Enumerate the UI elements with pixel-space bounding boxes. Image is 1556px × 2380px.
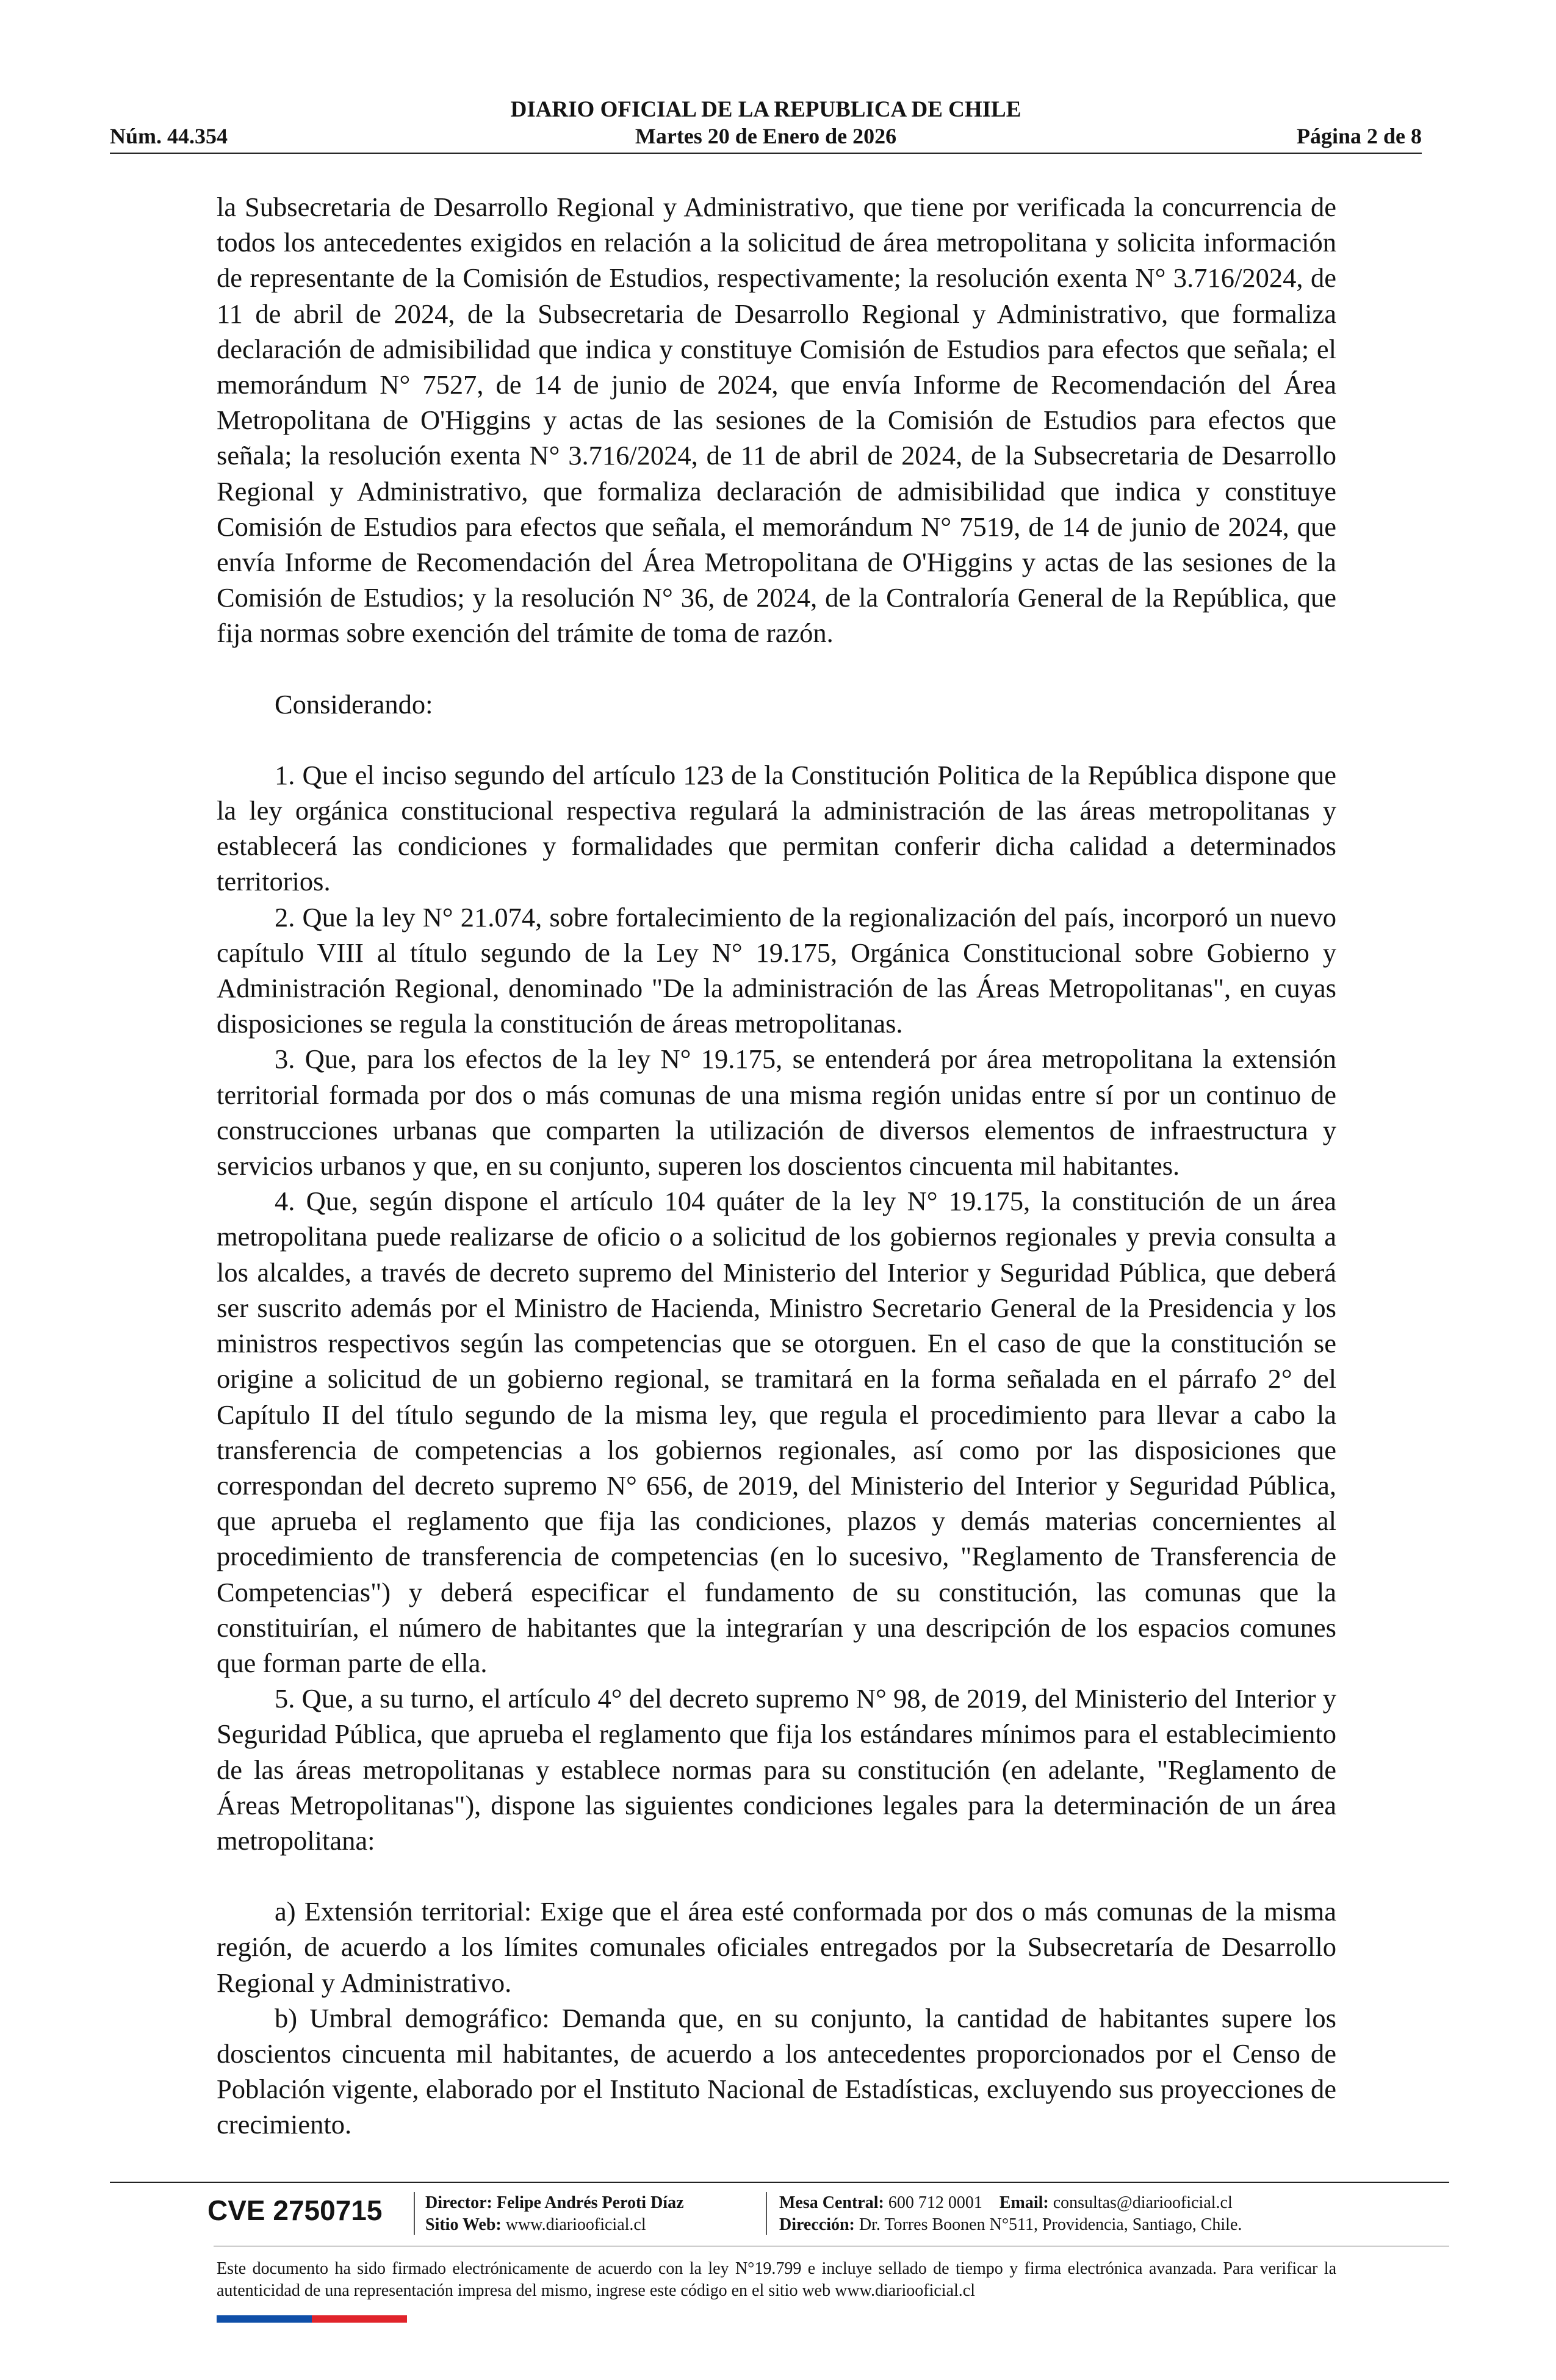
condition-a: a) Extensión territorial: Exige que el área esté conformada por dos o más comunas de la misma región, de acuerdo a los límites comunales oficiales entregados por la Subsecretaría de Desarrollo Regional y Administrativo.	[217, 1896, 1336, 1998]
footer-contact-block	[779, 2192, 1242, 2236]
email-link[interactable]: consultas@diariooficial.cl	[1053, 2193, 1233, 2212]
director-name: Felipe Andrés Peroti Díaz	[496, 2193, 684, 2212]
page-indicator: Página 2 de 8	[1296, 124, 1422, 148]
footer-separator	[766, 2192, 767, 2235]
paragraph-vistos-continuation: la Subsecretaria de Desarrollo Regional y Administrativo, que tiene por verificada la concurrencia de todos los antecedentes exigidos en relación a la solicitud de área metropolitana y solicita información de representante de la Comisión de Estudios, respectivamente; la resolución exenta N° 3.716/2024, de 11 de abril de 2024, de la Subsecretaria de Desarrollo Regional y Administrativo, que formaliza declaración de admisibilidad que indica y constituye Comisión de Estudios para efectos que señala; el memorándum N° 7527, de 14 de junio de 2024, que envía Informe de Recomendación del Área Metropolitana de O'Higgins y actas de las sesiones de la Comisión de Estudios para efectos que señala; la resolución exenta N° 3.716/2024, de 11 de abril de 2024, de la Subsecretaria de Desarrollo Regional y Administrativo, que formaliza declaración de admisibilidad que indica y constituye Comisión de Estudios para efectos que señala, el memorándum N° 7519, de 14 de junio de 2024, que envía Informe de Recomendación del Área Metropolitana de O'Higgins y actas de las sesiones de la Comisión de Estudios; y la resolución N° 36, de 2024, de la Contraloría General de la República, que fija normas sobre exención del trámite de toma de razón.	[217, 192, 1336, 649]
footer-divider	[110, 2182, 1449, 2183]
page-header	[110, 92, 1422, 153]
considerando-1: 1. Que el inciso segundo del artículo 123 de la Constitución Politica de la República dispone que la ley orgánica constitucional respectiva regulará la administración de las áreas metropolitanas y establecerá las condiciones y formalidades que permitan conferir dicha calidad a determinados territorios.	[217, 759, 1336, 897]
director-label: Director:	[425, 2193, 492, 2212]
mesa-phone: 600 712 0001	[888, 2193, 982, 2212]
legal-notice: Este documento ha sido firmado electrónicamente de acuerdo con la ley N°19.799 e incluye sellado de tiempo y firma electrónica avanzada. Para verificar la autenticidad de una representación impresa del mismo, ingrese este código en el sitio web www.diariooficial.cl	[217, 2259, 1336, 2300]
address-label: Dirección:	[779, 2215, 855, 2234]
mesa-label: Mesa Central:	[779, 2193, 884, 2212]
flag-red-segment	[312, 2315, 407, 2323]
newspaper-title: DIARIO OFICIAL DE LA REPUBLICA DE CHILE	[510, 97, 1021, 122]
condition-b: b) Umbral demográfico: Demanda que, en su conjunto, la cantidad de habitantes supere los doscientos cincuenta mil habitantes, de acuerdo a los antecedentes proporcionados por el Censo de Población vigente, elaborado por el Instituto Nacional de Estadísticas, excluyendo sus proyecciones de crecimiento.	[217, 2002, 1336, 2140]
considerando-2: 2. Que la ley N° 21.074, sobre fortalecimiento de la regionalización del país, incorporó un nuevo capítulo VIII al título segundo de la Ley N° 19.175, Orgánica Constitucional sobre Gobierno y Administración Regional, denominado "De la administración de las Áreas Metropolitanas", en cuyas disposiciones se regula la constitución de áreas metropolitanas.	[217, 901, 1336, 1039]
website-link[interactable]: www.diariooficial.cl	[505, 2215, 646, 2234]
considerando-3: 3. Que, para los efectos de la ley N° 19.175, se entenderá por área metropolitana la extensión territorial formada por dos o más comunas de una misma región unidas entre sí por un continuo de construcciones urbanas que comparten la utilización de diversos elementos de infraestructura y servicios urbanos y que, en su conjunto, superen los doscientos cincuenta mil habitantes.	[217, 1044, 1336, 1181]
email-label: Email:	[999, 2193, 1049, 2212]
chile-flag-stripe	[217, 2315, 407, 2323]
considerando-heading: Considerando:	[275, 688, 433, 719]
considerando-4: 4. Que, según dispone el artículo 104 quáter de la ley N° 19.175, la constitución de un área metropolitana puede realizarse de oficio o a solicitud de los gobiernos regionales y previa consulta a los alcaldes, a través de decreto supremo del Ministerio del Interior y Seguridad Pública, que deberá ser suscrito además por el Ministro de Hacienda, Ministro Secretario General de la Presidencia y los ministros respectivos según las competencias que se otorguen. En el caso de que la constitución se origine a solicitud de un gobierno regional, se tramitará en la forma señalada en el párrafo 2° del Capítulo II del título segundo de la misma ley, que regula el procedimiento para llevar a cabo la transferencia de competencias a los gobiernos regionales, así como por las disposiciones que correspondan del decreto supremo N° 656, de 2019, del Ministerio del Interior y Seguridad Pública, que aprueba el reglamento que fija las condiciones, plazos y demás materias concernientes al procedimiento de transferencia de competencias (en lo sucesivo, "Reglamento de Transferencia de Competencias") y deberá especificar el fundamento de su constitución, las comunas que la constituirían, el número de habitantes que la integrarían y una descripción de los espacios comunes que forman parte de ella.	[217, 1186, 1336, 1678]
header-divider	[110, 153, 1422, 154]
document-body	[217, 189, 1336, 2143]
address-value: Dr. Torres Boonen N°511, Providencia, Santiago, Chile.	[859, 2215, 1242, 2234]
issue-number: Núm. 44.354	[110, 124, 228, 148]
footer-separator	[414, 2192, 415, 2235]
cve-code: CVE 2750715	[207, 2194, 383, 2226]
considerando-5: 5. Que, a su turno, el artículo 4° del decreto supremo N° 98, de 2019, del Ministerio del Interior y Seguridad Pública, que aprueba el reglamento que fija los estándares mínimos para el establecimiento de las áreas metropolitanas y establece normas para su constitución (en adelante, "Reglamento de Áreas Metropolitanas"), dispone las siguientes condiciones legales para la determinación de un área metropolitana:	[217, 1683, 1336, 1856]
flag-blue-segment	[217, 2315, 312, 2323]
issue-date: Martes 20 de Enero de 2026	[635, 124, 897, 148]
footer-director-block	[425, 2192, 684, 2236]
website-label: Sitio Web:	[425, 2215, 502, 2234]
